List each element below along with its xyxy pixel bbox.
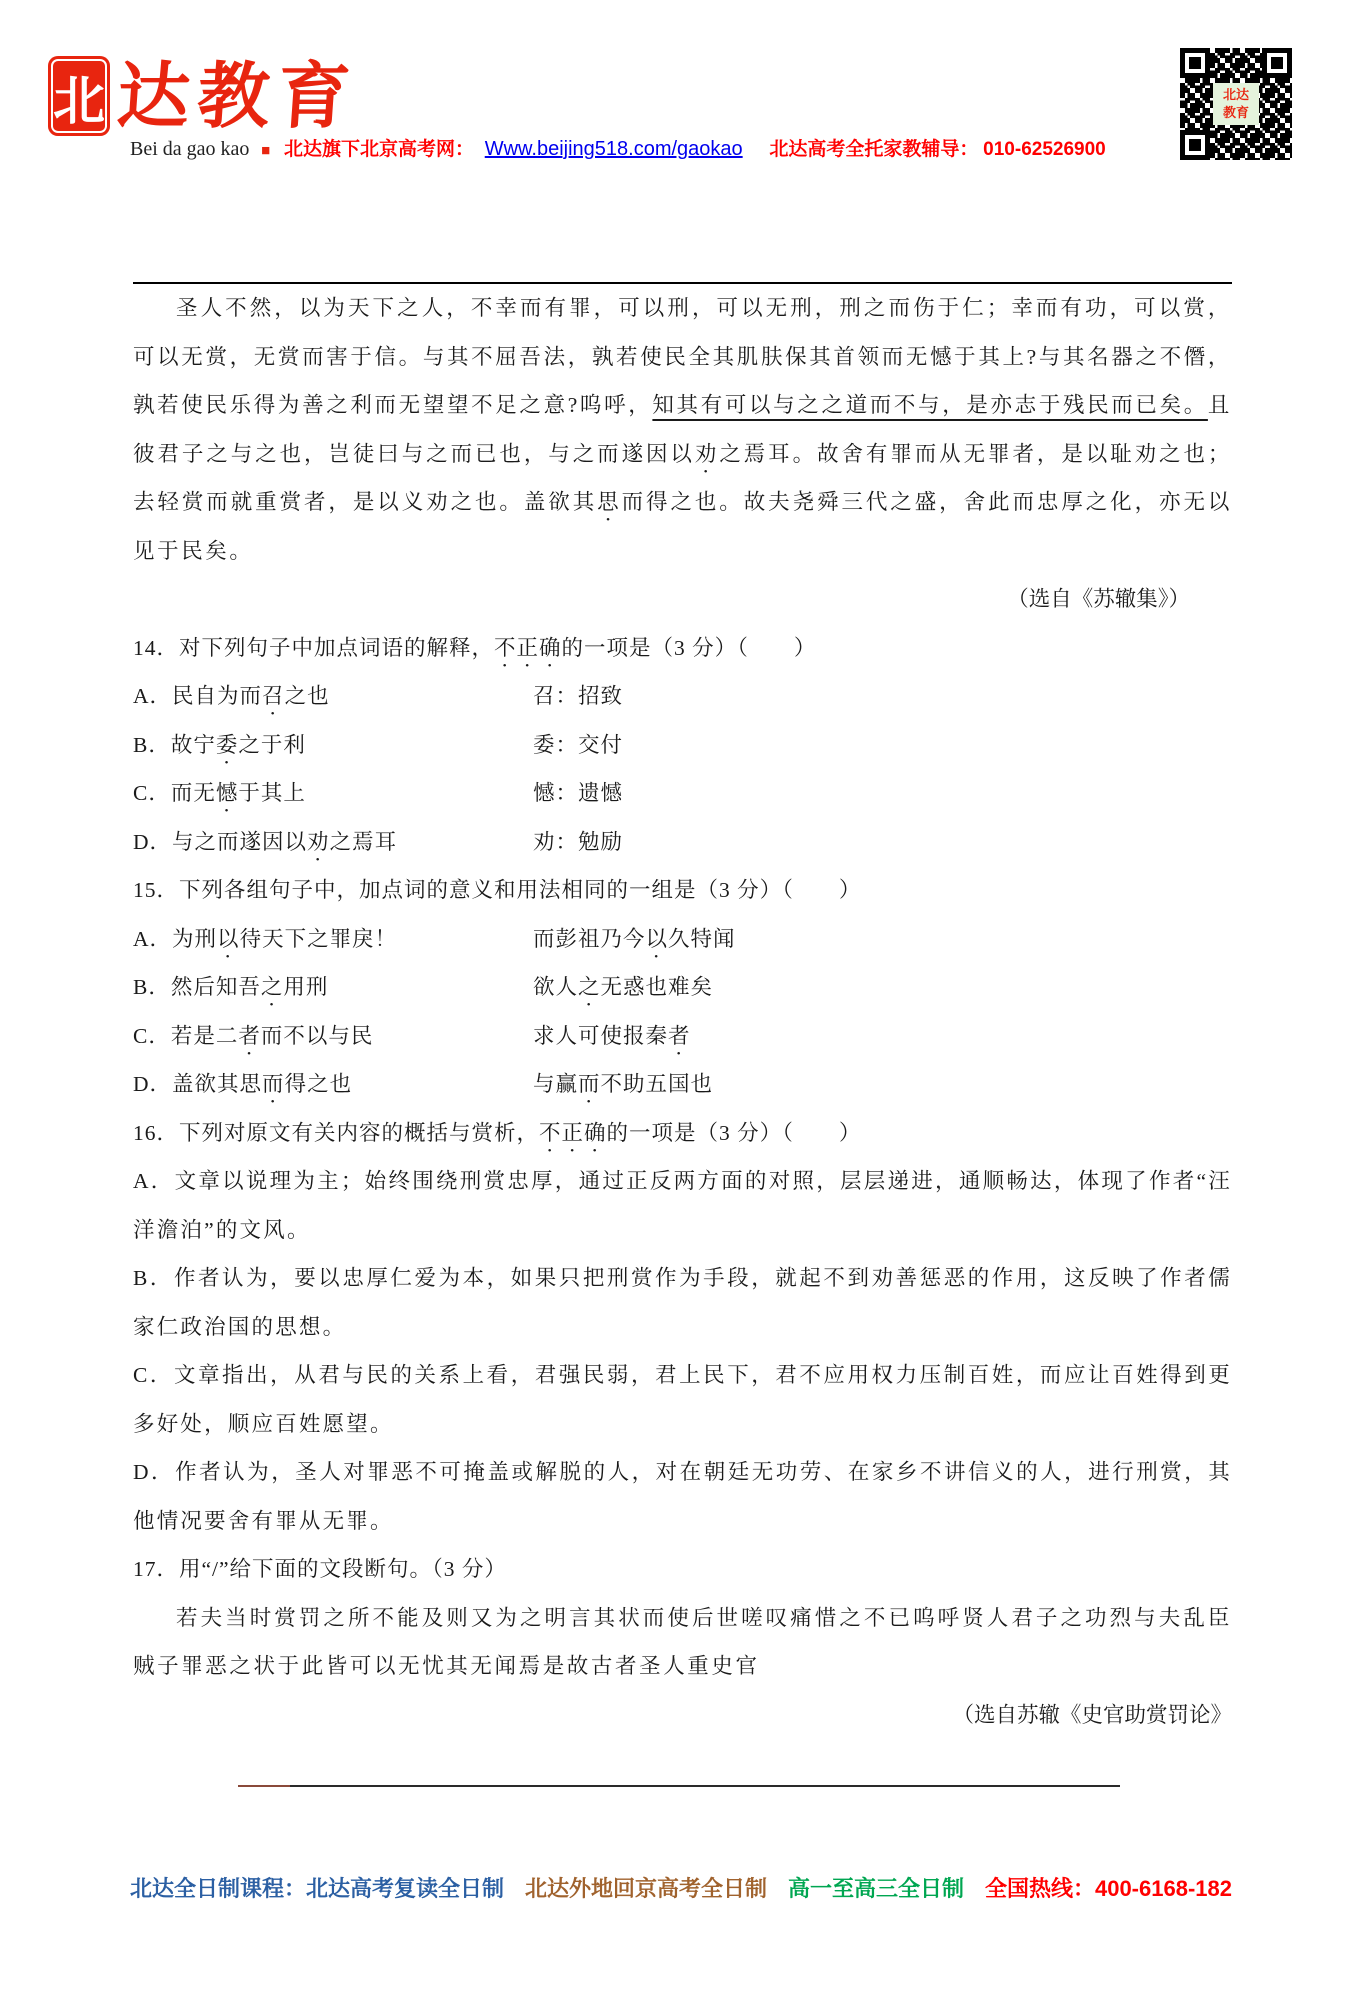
option-dotted-char: 劝 bbox=[307, 829, 330, 854]
classical-passage bbox=[133, 284, 1232, 575]
option-text: 之焉耳 bbox=[329, 829, 398, 854]
q15-option-c-right bbox=[533, 1012, 1232, 1061]
option-text: 文章以说理为主；始终围绕刑赏忠厚，通过正反两方面的对照，层层递进，通顺畅达，体现了作者“汪洋澹泊”的文风。 bbox=[133, 1169, 1232, 1242]
hotline-number: 400-6168-182 bbox=[1094, 1876, 1232, 1901]
qr-label-line2: 教育 bbox=[1222, 105, 1249, 120]
option-dotted-char: 之 bbox=[260, 975, 284, 999]
option-text: 而无 bbox=[170, 781, 216, 805]
hotline-label: 全国热线： bbox=[984, 1876, 1095, 1901]
beida-seal-logo-icon bbox=[48, 56, 110, 136]
option-dotted-char: 以 bbox=[645, 926, 669, 951]
option-label: C． bbox=[133, 1023, 171, 1048]
passage-dotted-char: 思 bbox=[597, 490, 622, 514]
q15-option-d-left bbox=[133, 1060, 533, 1109]
q15-option-b-left bbox=[133, 963, 533, 1012]
q14-option-d-sentence bbox=[133, 818, 533, 867]
q14-stem-dotted: 不正确 bbox=[494, 635, 562, 660]
q15-option-c bbox=[133, 1012, 1232, 1061]
option-text: 与之而遂因以 bbox=[172, 829, 308, 854]
brand-title: 达教育 bbox=[114, 57, 361, 137]
passage-segment: 而得之也。故夫尧舜三代之盛，舍此而忠厚之化，亦无以见于民矣。 bbox=[133, 490, 1232, 563]
bottom-divider bbox=[238, 1785, 1120, 1787]
option-dotted-char: 召 bbox=[262, 684, 285, 708]
consult-phone: 010-62526900 bbox=[983, 139, 1106, 160]
seal-character: 北 bbox=[52, 73, 105, 131]
q15-option-d-right bbox=[533, 1060, 1232, 1109]
option-text: 而彭祖乃今 bbox=[533, 926, 646, 951]
q14-option-d-gloss: 劝：勉励 bbox=[533, 829, 624, 854]
site-url-link[interactable]: Www.beijing518.com/gaokao bbox=[484, 138, 743, 160]
qr-finder-bottom-left-icon bbox=[1180, 130, 1210, 160]
option-text: 盖欲其思 bbox=[172, 1072, 263, 1096]
q16-stem-text: 16．下列对原文有关内容的概括与赏析， bbox=[133, 1120, 540, 1145]
option-text: 若是二 bbox=[170, 1023, 239, 1048]
option-dotted-char: 者 bbox=[668, 1023, 691, 1048]
q14-option-c-gloss: 憾：遗憾 bbox=[533, 781, 624, 805]
passage-dotted-char: 劝 bbox=[694, 441, 720, 466]
option-text: 作者认为，圣人对罪恶不可掩盖或解脱的人，对在朝廷无功劳、在家乡不讲信义的人，进行刑赏，其他情况要舍有罪从无罪。 bbox=[133, 1460, 1232, 1533]
option-label: B． bbox=[133, 975, 171, 999]
brand-pinyin: Bei da gao kao bbox=[130, 138, 250, 160]
option-text: 求人可使报秦 bbox=[533, 1023, 669, 1048]
q14-option-a bbox=[133, 672, 1232, 721]
q14-option-d bbox=[133, 818, 1232, 867]
header-tagline-row bbox=[130, 134, 1106, 161]
option-label: A． bbox=[133, 926, 173, 951]
q15-option-a-left bbox=[133, 915, 533, 964]
option-text: 用刑 bbox=[283, 975, 329, 999]
option-dotted-char: 委 bbox=[215, 732, 239, 757]
q14-option-a-sentence bbox=[133, 672, 533, 721]
q14-option-a-gloss: 召：招致 bbox=[533, 684, 624, 708]
q16-option-a bbox=[133, 1157, 1232, 1254]
option-dotted-char: 以 bbox=[217, 926, 240, 951]
q16-option-d bbox=[133, 1448, 1232, 1545]
exam-page-body bbox=[133, 282, 1232, 1787]
option-text: 得之也 bbox=[284, 1072, 353, 1096]
q14-option-b-gloss: 委：交付 bbox=[533, 732, 624, 757]
option-text: 待天下之罪戾！ bbox=[239, 926, 398, 951]
option-dotted-char: 而 bbox=[578, 1072, 601, 1096]
option-dotted-char: 之 bbox=[578, 975, 601, 999]
option-text: 然后知吾 bbox=[170, 975, 261, 999]
option-label: D． bbox=[133, 829, 173, 854]
q14-option-b-sentence bbox=[133, 721, 533, 770]
option-label: B． bbox=[133, 1266, 174, 1290]
question-17-stem: 17．用“/”给下面的文段断句。（3 分） bbox=[133, 1557, 507, 1581]
option-text: 而不以与民 bbox=[260, 1023, 374, 1048]
qr-code bbox=[1180, 48, 1292, 160]
option-label: C． bbox=[133, 1363, 174, 1387]
q16-option-c bbox=[133, 1351, 1232, 1448]
option-label: D． bbox=[133, 1460, 176, 1484]
q14-stem-text: 14．对下列句子中加点词语的解释， bbox=[133, 635, 495, 660]
option-text: 与赢 bbox=[533, 1072, 579, 1096]
passage-segment: 圣人不然，以为天下之人，不幸而有罪，可以刑，可以无刑，刑之而伤于仁；幸而有功，可以赏，可以无赏，无赏而害于信。与其不屈吾法，孰若使民全其肌肤保其首领而无憾于其上?与其名器之不僭，孰若使民乐得为善之利而无望望不足之意?呜呼， bbox=[133, 296, 1232, 417]
option-text: 不助五国也 bbox=[600, 1072, 714, 1096]
option-label: A． bbox=[133, 684, 173, 708]
option-label: D． bbox=[133, 1072, 173, 1096]
q14-option-c-sentence bbox=[133, 769, 533, 818]
option-text: 之于利 bbox=[238, 732, 306, 757]
option-text: 作者认为，要以忠厚仁爱为本，如果只把刑赏作为手段，就起不到劝善惩恶的作用，这反映了作者儒家仁政治国的思想。 bbox=[133, 1266, 1232, 1339]
footer-fulltime-programs: 北达全日制课程：北达高考复读全日制 bbox=[130, 1876, 505, 1901]
qr-center-label bbox=[1213, 83, 1259, 125]
option-text: 欲人 bbox=[533, 975, 579, 999]
q16-stem-text: 的一项是（3 分）（ ） bbox=[606, 1120, 862, 1145]
q15-option-d bbox=[133, 1060, 1232, 1109]
qr-finder-top-left-icon bbox=[1180, 48, 1210, 78]
option-text: 无惑也难矣 bbox=[600, 975, 714, 999]
red-square-bullet-icon: ■ bbox=[261, 143, 271, 159]
option-label: A． bbox=[133, 1169, 175, 1193]
option-text: 为刑 bbox=[172, 926, 218, 951]
passage-segment: 且彼君子之与之也，岂徒曰与之而已也，与之而遂因以 bbox=[133, 393, 1232, 466]
q15-option-c-left bbox=[133, 1012, 533, 1061]
consult-label: 北达高考全托家教辅导： bbox=[769, 139, 979, 160]
q15-option-a bbox=[133, 915, 1232, 964]
option-dotted-char: 憾 bbox=[215, 781, 239, 805]
page-footer bbox=[130, 1872, 1232, 1903]
footer-grade-program: 高一至高三全日制 bbox=[787, 1876, 964, 1901]
passage-source: （选自《苏辙集》） bbox=[1007, 587, 1190, 611]
q17-source: （选自苏辙《史官助赏罚论》 bbox=[952, 1702, 1232, 1727]
q14-stem-text: 的一项是（3 分）（ ） bbox=[561, 635, 817, 660]
q14-option-c bbox=[133, 769, 1232, 818]
qr-label-line1: 北达 bbox=[1222, 87, 1249, 103]
q17-punctuation-passage: 若夫当时赏罚之所不能及则又为之明言其状而使后世嗟叹痛惜之不已呜呼贤人君子之功烈与夫乱臣贼子罪恶之状于此皆可以无忧其无闻焉是故古者圣人重史官 bbox=[133, 1605, 1232, 1678]
option-text: 文章指出，从君与民的关系上看，君强民弱，君上民下，君不应用权力压制百姓，而应让百姓得到更多好处，顺应百姓愿望。 bbox=[133, 1363, 1232, 1436]
option-text: 故宁 bbox=[170, 732, 216, 757]
qr-finder-top-right-icon bbox=[1262, 48, 1292, 78]
passage-underlined-segment: 知其有可以与之之道而不与，是亦志于残民而已矣。 bbox=[652, 393, 1208, 417]
passage-segment: 之焉耳。故舍有罪而从无罪者，是以耻劝之也；去轻赏而就重赏者，是以义劝之也。盖欲其 bbox=[133, 441, 1232, 514]
page-header bbox=[0, 0, 1358, 175]
question-14-stem bbox=[133, 624, 1232, 673]
question-16-stem bbox=[133, 1109, 1232, 1158]
q15-option-b bbox=[133, 963, 1232, 1012]
option-label: C． bbox=[133, 781, 171, 805]
question-15-stem: 15．下列各组句子中，加点词的意义和用法相同的一组是（3 分）（ ） bbox=[133, 878, 862, 902]
option-dotted-char: 者 bbox=[238, 1023, 261, 1048]
footer-returnee-program: 北达外地回京高考全日制 bbox=[524, 1876, 767, 1901]
option-text: 民自为而 bbox=[172, 684, 263, 708]
option-text: 于其上 bbox=[238, 781, 306, 805]
q14-option-b bbox=[133, 721, 1232, 770]
footer-hotline bbox=[985, 1872, 1232, 1903]
site-label: 北达旗下北京高考网： bbox=[283, 139, 474, 160]
option-text: 之也 bbox=[284, 684, 330, 708]
q15-option-b-right bbox=[533, 963, 1232, 1012]
q15-option-a-right bbox=[533, 915, 1232, 964]
q16-option-b bbox=[133, 1254, 1232, 1351]
q16-stem-dotted: 不正确 bbox=[539, 1120, 607, 1145]
option-text: 久特闻 bbox=[668, 926, 736, 951]
option-dotted-char: 而 bbox=[262, 1072, 285, 1096]
option-label: B． bbox=[133, 732, 171, 757]
